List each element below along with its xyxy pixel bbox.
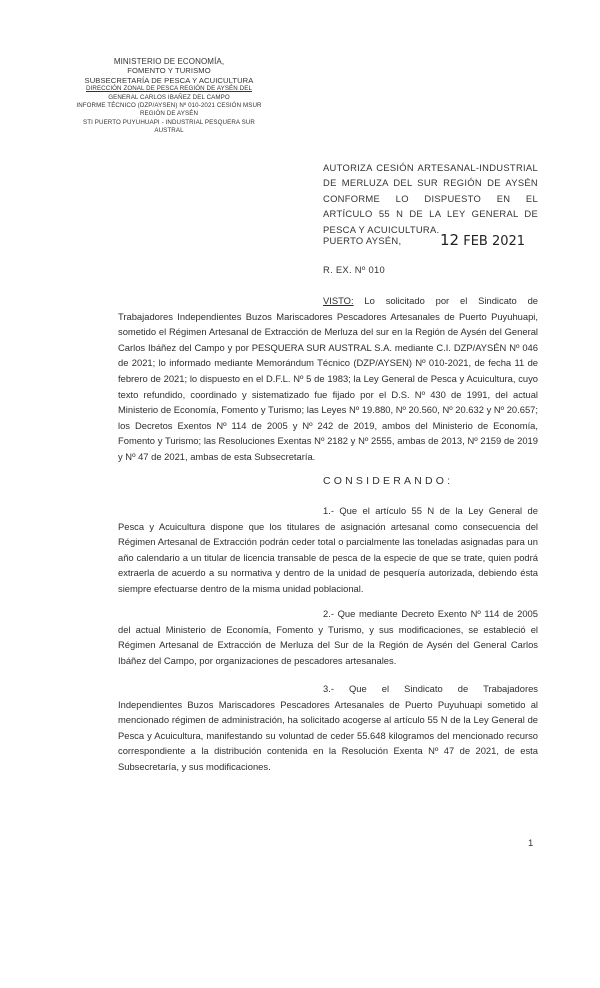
zonal-direction-line: DIRECCIÓN ZONAL DE PESCA REGIÓN DE AYSÉN DEL xyxy=(86,85,252,93)
ministry-line: MINISTERIO DE ECONOMÍA, xyxy=(113,57,225,66)
paragraph-2-lead: 2.- Que mediante Decreto Exento Nº 114 de 2005 xyxy=(323,608,538,619)
date-month-year: FEB 2021 xyxy=(463,234,526,249)
visto-text: Lo solicitado por el Sindicato de Trabajadores Independientes Buzos Mariscadores Pescadores Artesanales de Puerto Puyuhuapi, sometido el Régimen Artesanal de Extracción de Merluza del sur en la Región de Aysén del General Carlos Ibáñez del Campo y por PESQUERA SUR AUSTRAL S.A. mediante C.I. DZP/AYSÉN Nº 046 de 2021; lo informado mediante Memorándum Técnico (DZP/AYSEN) Nº 010-2021, de fecha 11 de febrero de 2021; lo dispuesto en el D.F.L. Nº 5 de 1983; la Ley General de Pesca y Acuicultura, cuyo texto refundido, coordinado y sistematizado fue fijado por el D.S. Nº 430 de 1991, del actual Ministerio de Economía, Fomento y Turismo; las Leyes Nº 19.880, Nº 20.560, Nº 20.632 y Nº 20.657; los Decretos Exentos Nº 114 de 2005 y Nº 242 de 2019, ambos del Ministerio de Economía, Fomento y Turismo; las Resoluciones Exentas Nº 2182 y Nº 2555, ambas de 2013, Nº 2159 de 2019 y Nº 47 de 2021, ambas de esta Subsecretaría. xyxy=(118,295,538,462)
date-day: 12 xyxy=(440,231,460,249)
issuer-header xyxy=(64,57,274,136)
parties-line-2: AUSTRAL xyxy=(154,127,184,135)
visto-label: VISTO: xyxy=(323,295,354,306)
considerando-paragraph-2 xyxy=(118,606,538,668)
date-stamp xyxy=(440,231,525,249)
parties-line: STI PUERTO PUYUHUAPI - INDUSTRIAL PESQUERA SUR xyxy=(83,118,255,126)
paragraph-3-lead: 3.- Que el Sindicato de Trabajadores xyxy=(323,683,538,694)
technical-report-line: INFORME TÉCNICO (DZP/AYSEN) Nº 010-2021 CESIÓN MSUR xyxy=(76,102,262,110)
visto-paragraph xyxy=(118,293,538,465)
undersecretary-line: SUBSECRETARÍA DE PESCA Y ACUICULTURA xyxy=(84,75,254,85)
paragraph-3-body: Independientes Buzos Mariscadores Pescadores Artesanales de Puerto Puyuhuapi sometido al mencionado régimen de administración, ha solicitado acogerse al artículo 55 N de la Ley General de Pesca y Acuicultura, manifestando su voluntad de ceder 55.648 kilogramos del mencionado recurso correspondiente a la distribución contenida en la Resolución Exenta Nº 47 de 2021, de esta Subsecretaría, y sus modificaciones. xyxy=(118,698,538,772)
region-line: REGIÓN DE AYSÉN xyxy=(139,110,199,118)
considerando-heading: CONSIDERANDO: xyxy=(323,475,454,487)
page-number: 1 xyxy=(528,838,534,849)
zonal-direction-line-2: GENERAL CARLOS IBAÑEZ DEL CAMPO xyxy=(108,93,230,101)
considerando-paragraph-1 xyxy=(118,503,538,597)
place-label: PUERTO AYSÉN, xyxy=(323,235,402,246)
paragraph-1-lead: 1.- Que el artículo 55 N de la Ley General de Pesca xyxy=(118,505,538,532)
paragraph-2-body: del actual Ministerio de Economía, Fomento y Turismo, y sus modificaciones, se estableció el Régimen Artesanal de Extracción de Merluza del Sur de la Región de Aysén del General Carlos Ibáñez del Campo, por organizaciones de pescadores artesanales. xyxy=(118,623,538,666)
considerando-paragraph-3 xyxy=(118,681,538,775)
resolution-number: R. EX. Nº 010 xyxy=(323,264,386,275)
resolution-subject: AUTORIZA CESIÓN ARTESANAL-INDUSTRIAL DE MERLUZA DEL SUR REGIÓN DE AYSÉN CONFORME LO DISPUESTO EN EL ARTÍCULO 55 N DE LA LEY GENERAL DE PESCA Y ACUICULTURA. xyxy=(323,162,538,235)
ministry-line-2: FOMENTO Y TURISMO xyxy=(127,66,211,76)
paragraph-1-body: y Acuicultura dispone que los titulares de asignación artesanal como consecuencia del Régimen Artesanal de Extracción podrán ceder total o parcialmente las toneladas asignadas para un año calendario a un titular de licencia transable de pesca de la especie de que se trate, quien podrá extraerla de acuerdo a su normativa y dentro de la unidad de pesquería autorizada, debiendo ésta siempre efectuarse dentro de la misma unidad poblacional. xyxy=(118,520,538,594)
